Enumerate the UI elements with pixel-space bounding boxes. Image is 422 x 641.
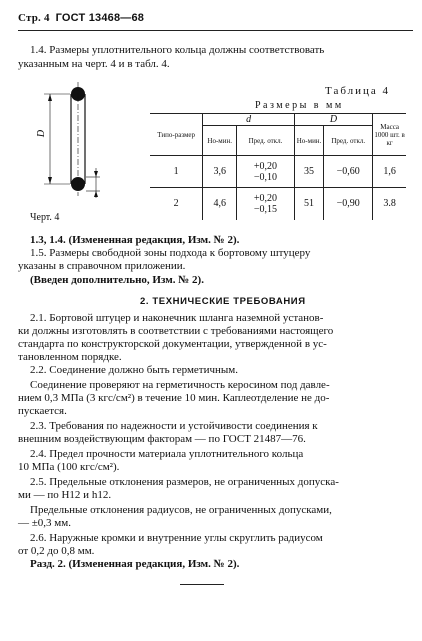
dev-upper: +0,20 <box>253 160 278 172</box>
paragraph-2-2b-l2: нием 0,3 МПа (3 кгс/см²) в течение 10 мин. Каплеотделение не до- <box>18 392 330 404</box>
revision-note-1: 1.3, 1.4. (Измененная редакция, Изм. № 2). <box>30 234 240 246</box>
paragraph-2-2b-l3: пускается. <box>18 405 67 417</box>
paragraph-2-6-l2: от 0,2 до 0,8 мм. <box>18 545 95 557</box>
paragraph-2-5b-l2: — ±0,3 мм. <box>18 517 71 529</box>
table-row <box>150 188 406 220</box>
revision-note-2: Разд. 2. (Измененная редакция, Изм. № 2). <box>30 558 240 570</box>
paragraph-2-1: 2.1. Бортовой штуцер и наконечник шланга наземной установ- <box>30 312 324 324</box>
header-text: Масса 1000 шт. в кг <box>374 122 405 147</box>
paragraph-2-1-l3: стандарта по конструкторской документации, утвержденной в ус- <box>18 338 327 350</box>
header-rule <box>18 30 413 31</box>
cell-D-nom: 35 <box>294 156 323 188</box>
cell-type: 2 <box>150 188 203 220</box>
table-units: Размеры в мм <box>255 100 344 111</box>
added-note: (Введен дополнительно, Изм. № 2). <box>30 274 204 286</box>
paragraph-2-2: 2.2. Соединение должно быть герметичным. <box>30 364 238 376</box>
dev-upper: +0,20 <box>253 192 278 204</box>
paragraph-2-3: 2.3. Требования по надежности и устойчивости соединения к <box>30 420 318 432</box>
cell-d-dev <box>237 156 295 188</box>
cell-d-nom: 4,6 <box>203 188 237 220</box>
paragraph-2-5b: Предельные отклонения радиусов, не ограниченных допусками, <box>30 504 332 516</box>
end-rule <box>180 584 224 585</box>
cell-D-dev: −0,60 <box>324 156 373 188</box>
col-header-type <box>150 114 203 156</box>
paragraph-1-4-cont <box>18 58 318 71</box>
paragraph-2-6: 2.6. Наружные кромки и внутренние углы скруглить радиусом <box>30 532 323 544</box>
dev-lower: −0,10 <box>253 171 278 183</box>
col-header-mass <box>373 114 406 156</box>
dev-lower: −0,15 <box>253 203 278 215</box>
page-number: Стр. 4 <box>18 12 50 24</box>
table-caption: Таблица 4 <box>325 85 391 97</box>
header-text: Типо-размер <box>157 130 196 139</box>
paragraph-1-5: 1.5. Размеры свободной зоны подхода к бортовому штуцеру <box>30 247 311 259</box>
page-header <box>18 12 144 24</box>
cell-D-nom: 51 <box>294 188 323 220</box>
ring-drawing <box>26 80 126 230</box>
paragraph-2-4-l2: 10 МПа (100 кгс/см²). <box>18 461 120 473</box>
paragraph-2-4: 2.4. Предел прочности материала уплотнительного кольца <box>30 448 304 460</box>
paragraph-2-3-l2: внешним воздействующим факторам — по ГОСТ 21487—76. <box>18 433 306 445</box>
paragraph-2-5-l2: ми — по H12 и h12. <box>18 489 112 501</box>
paragraph-1-5-cont: указаны в справочном приложении. <box>18 260 186 272</box>
sub-header-nom: Но-мин. <box>203 126 237 156</box>
paragraph-2-1-l4: тановленном порядке. <box>18 351 122 363</box>
dimension-label-D: D <box>36 129 48 138</box>
table-row <box>150 156 406 188</box>
paragraph-line: указанным на черт. 4 и в табл. 4. <box>18 58 170 70</box>
col-header-D: D <box>294 114 372 126</box>
sub-header-dev: Пред. откл. <box>237 126 295 156</box>
cell-mass: 1,6 <box>373 156 406 188</box>
cell-d-nom: 3,6 <box>203 156 237 188</box>
cell-d-dev <box>237 188 295 220</box>
cell-mass: 3.8 <box>373 188 406 220</box>
cell-D-dev: −0,90 <box>324 188 373 220</box>
standard-number: ГОСТ 13468—68 <box>55 12 145 24</box>
col-header-d: d <box>203 114 295 126</box>
figure-caption: Черт. 4 <box>30 212 60 223</box>
paragraph-1-4 <box>30 44 402 57</box>
paragraph-2-5: 2.5. Предельные отклонения размеров, не ограниченных допуска- <box>30 476 339 488</box>
section-title: 2. ТЕХНИЧЕСКИЕ ТРЕБОВАНИЯ <box>140 296 306 307</box>
sub-header-dev: Пред. откл. <box>324 126 373 156</box>
table-4 <box>150 113 406 220</box>
paragraph-2-2b: Соединение проверяют на герметичность керосином под давле- <box>30 379 330 391</box>
paragraph-line: 1.4. Размеры уплотнительного кольца должны соответствовать <box>30 44 325 56</box>
cell-type: 1 <box>150 156 203 188</box>
paragraph-2-1-l2: ки должны изготовлять в соответствии с требованиями настоящего <box>18 325 334 337</box>
sub-header-nom: Но-мин. <box>294 126 323 156</box>
